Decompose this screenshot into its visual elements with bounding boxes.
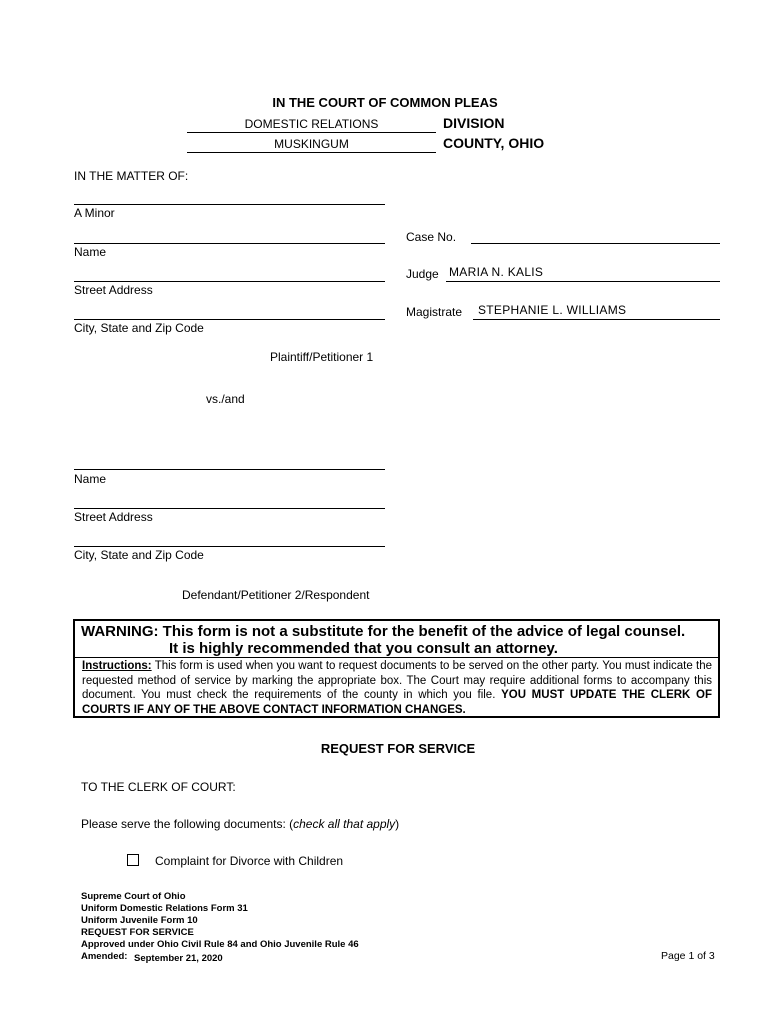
judge-label: Judge (406, 267, 439, 281)
please-serve-end: ) (395, 817, 400, 831)
to-clerk-label: TO THE CLERK OF COURT: (81, 780, 236, 794)
matter-underline[interactable] (74, 204, 385, 205)
footer-amended-label: Amended: (81, 951, 128, 962)
footer-line-1: Supreme Court of Ohio (81, 891, 186, 902)
magistrate-field[interactable] (473, 319, 720, 320)
please-serve-text: Please serve the following documents: ( (81, 817, 294, 831)
case-no-label: Case No. (406, 230, 457, 244)
matter-label: IN THE MATTER OF: (74, 169, 189, 183)
instructions-bold: YOU MUST UPDATE THE CLERK OF COURTS IF ANY OF THE ABOVE CONTACT INFORMATION CHANGES. (82, 689, 712, 716)
instructions-text: This form is used when you want to request documents to be served on the other party. You must indicate the requested method of service by marking the appropriate box. The Court may require additional forms to accompany this document. You must check the requirements of the county in which you file. (82, 660, 712, 701)
plaintiff-city-label: City, State and Zip Code (74, 321, 204, 335)
footer-amended-date: September 21, 2020 (134, 953, 223, 964)
footer-line-5: Approved under Ohio Civil Rule 84 and Ohio Juvenile Rule 46 (81, 939, 359, 950)
instructions-paragraph (82, 659, 712, 717)
magistrate-value[interactable]: STEPHANIE L. WILLIAMS (478, 303, 627, 317)
warning-line-1: WARNING: This form is not a substitute for the benefit of the advice of legal counsel. (81, 623, 686, 640)
plaintiff-city-field[interactable] (74, 319, 385, 320)
division-label: DIVISION (443, 115, 505, 131)
plaintiff-street-field[interactable] (74, 281, 385, 282)
minor-label: A Minor (74, 206, 115, 220)
judge-value[interactable]: MARIA N. KALIS (449, 265, 544, 279)
plaintiff-role-label: Plaintiff/Petitioner 1 (270, 350, 374, 364)
county-label: COUNTY, OHIO (443, 135, 545, 151)
warning-line-2: It is highly recommended that you consult an attorney. (169, 640, 558, 657)
instructions-label: Instructions: (82, 660, 152, 672)
defendant-street-field[interactable] (74, 508, 385, 509)
footer-line-4: REQUEST FOR SERVICE (81, 927, 194, 938)
please-serve-italic: check all that apply (293, 817, 396, 831)
vs-label: vs./and (206, 392, 245, 406)
footer-line-2: Uniform Domestic Relations Form 31 (81, 903, 248, 914)
defendant-city-field[interactable] (74, 546, 385, 547)
warning-divider (75, 657, 718, 658)
plaintiff-street-label: Street Address (74, 283, 153, 297)
complaint-divorce-label: Complaint for Divorce with Children (155, 854, 344, 868)
county-value[interactable]: MUSKINGUM (274, 137, 349, 151)
division-value[interactable]: DOMESTIC RELATIONS (244, 117, 379, 131)
defendant-role-label: Defendant/Petitioner 2/Respondent (182, 588, 370, 602)
defendant-name-label: Name (74, 472, 107, 486)
footer-line-3: Uniform Juvenile Form 10 (81, 915, 198, 926)
complaint-divorce-checkbox[interactable] (127, 854, 139, 866)
plaintiff-name-label: Name (74, 245, 107, 259)
request-title: REQUEST FOR SERVICE (320, 741, 476, 756)
division-underline (187, 132, 436, 133)
defendant-name-field[interactable] (74, 469, 385, 470)
defendant-city-label: City, State and Zip Code (74, 548, 204, 562)
please-serve-label (81, 817, 399, 831)
judge-field[interactable] (446, 281, 720, 282)
county-underline (187, 152, 436, 153)
page-number: Page 1 of 3 (661, 950, 715, 962)
case-no-field[interactable] (471, 243, 720, 244)
defendant-street-label: Street Address (74, 510, 153, 524)
plaintiff-name-field[interactable] (74, 243, 385, 244)
warning-box (73, 619, 720, 718)
magistrate-label: Magistrate (406, 305, 463, 319)
court-title: IN THE COURT OF COMMON PLEAS (272, 95, 498, 110)
